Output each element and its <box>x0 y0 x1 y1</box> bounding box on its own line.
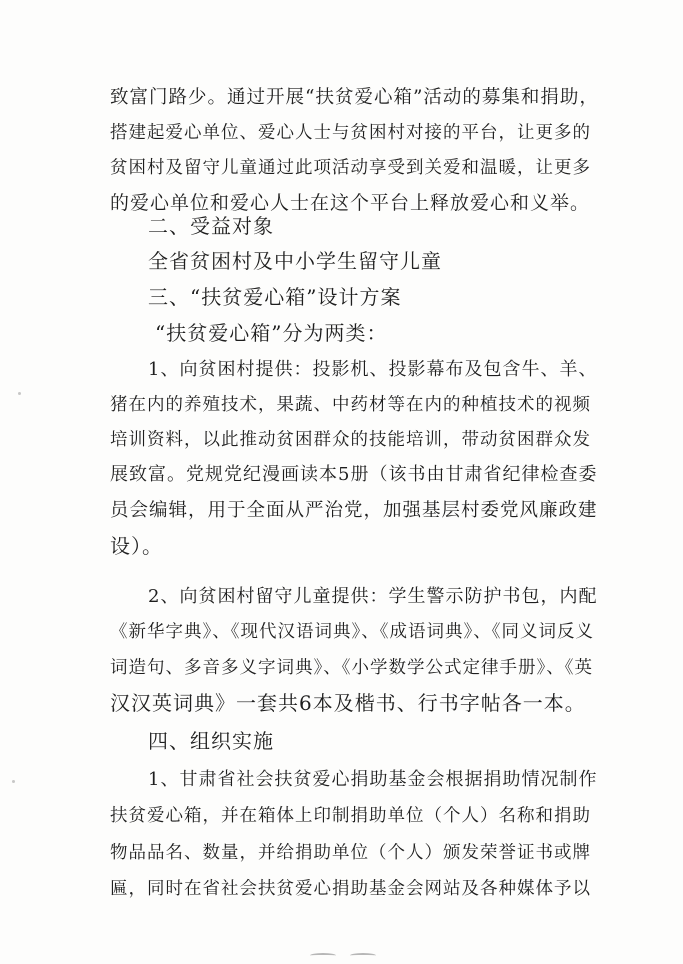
text-line: 词造句、多音多义字词典》、《小学数学公式定律手册》、《英 <box>110 658 593 678</box>
text-line: 《新华字典》、《现代汉语词典》、《成语词典》、《同义词反义 <box>110 622 594 642</box>
text-line: 全省贫困村及中小学生留守儿童 <box>148 249 442 273</box>
page-number-mark <box>350 953 376 958</box>
scan-speck <box>18 392 21 395</box>
scan-speck <box>12 780 15 783</box>
text-line: 贫困村及留守儿童通过此项活动享受到关爱和温暖，让更多 <box>110 158 591 178</box>
text-line: 匾，同时在省社会扶贫爱心捐助基金会网站及各种媒体予以 <box>110 879 591 899</box>
text-line: 1、甘肃省社会扶贫爱心捐助基金会根据捐助情况制作 <box>148 769 598 790</box>
text-line: “扶贫爱心箱”分为两类： <box>155 321 388 345</box>
text-line: 2、向贫困村留守儿童提供：学生警示防护书包，内配 <box>148 586 598 607</box>
section-heading: 四、组织实施 <box>148 729 274 753</box>
text-line: 搭建起爱心单位、爱心人士与贫困村对接的平台，让更多的 <box>110 123 591 143</box>
text-line: 猪在内的养殖技术，果蔬、中药材等在内的种植技术的视频 <box>110 395 591 415</box>
text-line: 汉汉英词典》一套共6本及楷书、行书字帖各一本。 <box>110 691 586 715</box>
page-number-mark <box>310 953 336 958</box>
text-line: 1、向贫困村提供：投影机、投影幕布及包含牛、羊、 <box>148 359 598 380</box>
text-line: 设）。 <box>110 534 163 558</box>
text-line: 的爱心单位和爱心人士在这个平台上释放爱心和义举。 <box>110 192 591 214</box>
text-line: 培训资料，以此推动贫困群众的技能培训，带动贫困群众发 <box>110 430 591 450</box>
section-heading: 二、受益对象 <box>148 214 274 238</box>
text-line: 扶贫爱心箱，并在箱体上印制捐助单位（个人）名称和捐助 <box>110 806 591 826</box>
text-line: 致富门路少。通过开展“扶贫爱心箱”活动的募集和捐助， <box>110 87 599 108</box>
text-line: 员会编辑，用于全面从严治党，加强基层村委党风廉政建 <box>110 500 598 521</box>
text-line: 物品品名、数量，并给捐助单位（个人）颁发荣誉证书或牌 <box>110 843 591 863</box>
section-heading: 三、“扶贫爱心箱”设计方案 <box>148 285 402 309</box>
text-line: 展致富。党规党纪漫画读本5册（该书由甘肃省纪律检查委 <box>110 464 598 485</box>
